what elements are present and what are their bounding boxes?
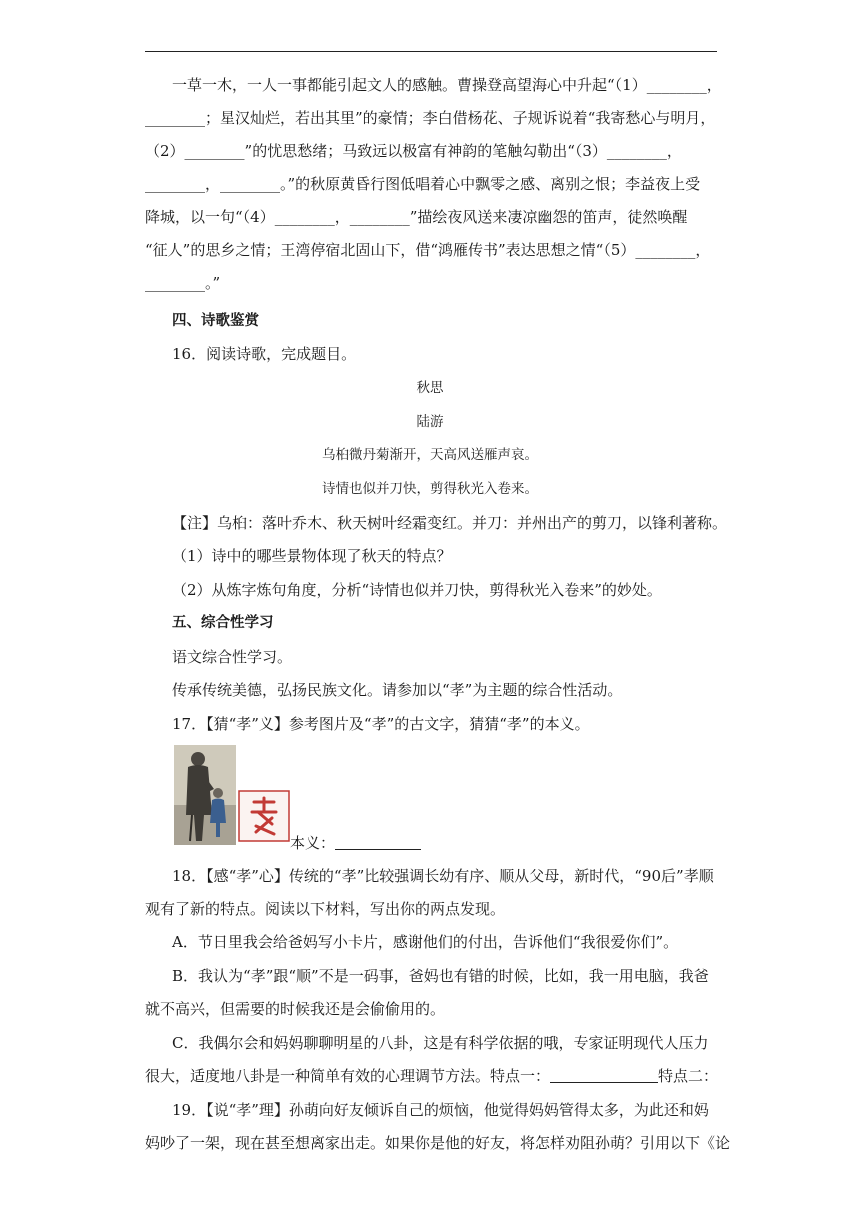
intro-text: 传承传统美德，弘扬民族文化。请参加以“孝”为主题的综合性活动。	[172, 681, 623, 699]
material-c: C．我偶尔会和妈妈聊聊明星的八卦，这是有科学依据的哦，专家证明现代人压力	[172, 1034, 709, 1052]
poem-author: 陆游	[416, 414, 444, 430]
fill-blank-line: 一草一木，一人一事都能引起文人的感触。曹操登高望海心中升起“（1）________，	[172, 76, 722, 94]
question-16-2: （2）从炼字炼句角度，分析“诗情也似并刀快，剪得秋光入卷来”的妙处。	[172, 581, 662, 599]
intro-text: 语文综合性学习。	[172, 648, 293, 666]
material-a: A．节日里我会给爸妈写小卡片，感谢他们的付出，告诉他们“我很爱你们”。	[172, 933, 679, 951]
question-16-prompt: 16．阅读诗歌，完成题目。	[172, 345, 357, 363]
question-18: 18．【感“孝”心】传统的“孝”比较强调长幼有序、顺从父母，新时代，“90后”孝顺	[172, 867, 714, 885]
answer-blank[interactable]	[335, 835, 421, 850]
fill-blank-line: ________。”	[145, 274, 221, 292]
section-heading-comprehensive: 五、综合性学习	[172, 615, 274, 631]
question-17: 17．【猜“孝”义】参考图片及“孝”的古文字，猜猜“孝”的本义。	[172, 715, 590, 733]
question-16-1: （1）诗中的哪些景物体现了秋天的特点？	[172, 547, 452, 565]
poem-line-2: 诗情也似并刀快，剪得秋光入卷来。	[322, 481, 538, 497]
question-17-answer: 本义：	[290, 833, 421, 853]
poem-line-1: 乌桕微丹菊渐开，天高风送雁声哀。	[322, 447, 538, 463]
feature-1-blank[interactable]	[550, 1068, 658, 1083]
elder-child-photo	[174, 745, 236, 845]
fill-blank-line: 降城，以一句“（4）________，________”描绘夜风送来凄凉幽怨的笛声，徒然唤醒	[145, 208, 688, 226]
poem-title: 秋思	[416, 380, 444, 396]
fill-blank-line: ________；星汉灿烂，若出其里”的豪情；李白借杨花、子规诉说着“我寄愁心与明月，	[145, 109, 716, 127]
poem-note: 【注】乌桕：落叶乔木、秋天树叶经霜变红。并刀：并州出产的剪刀，以锋利著称。	[172, 514, 728, 532]
fill-blank-line: “征人”的思乡之情；王湾停宿北固山下，借“鸿雁传书”表达思想之情“（5）________，	[145, 241, 711, 259]
question-19: 19．【说“孝”理】孙萌向好友倾诉自己的烦恼，他觉得妈妈管得太多，为此还和妈	[172, 1101, 709, 1119]
material-b: 就不高兴，但需要的时候我还是会偷偷用的。	[145, 1000, 446, 1018]
material-b: B．我认为“孝”跟“顺”不是一码事，爸妈也有错的时候，比如，我一用电脑，我爸	[172, 967, 709, 985]
header-rule	[145, 51, 717, 52]
fill-blank-line: ________，________。”的秋原黄昏行图低唱着心中飘零之感、离别之恨；李益夜上受	[145, 175, 701, 193]
question-18: 观有了新的特点。阅读以下材料，写出你的两点发现。	[145, 900, 506, 918]
xiao-seal-script-image	[238, 790, 290, 842]
material-c: 很大，适度地八卦是一种简单有效的心理调节方法。特点一： 特点二：	[145, 1067, 719, 1085]
section-heading-poetry: 四、诗歌鉴赏	[172, 313, 259, 329]
question-19: 妈吵了一架，现在甚至想离家出走。如果你是他的好友，将怎样劝阻孙萌？引用以下《论	[145, 1134, 731, 1152]
fill-blank-line: （2）________”的忧思愁绪；马致远以极富有神韵的笔触勾勒出“（3）________，	[145, 142, 682, 160]
